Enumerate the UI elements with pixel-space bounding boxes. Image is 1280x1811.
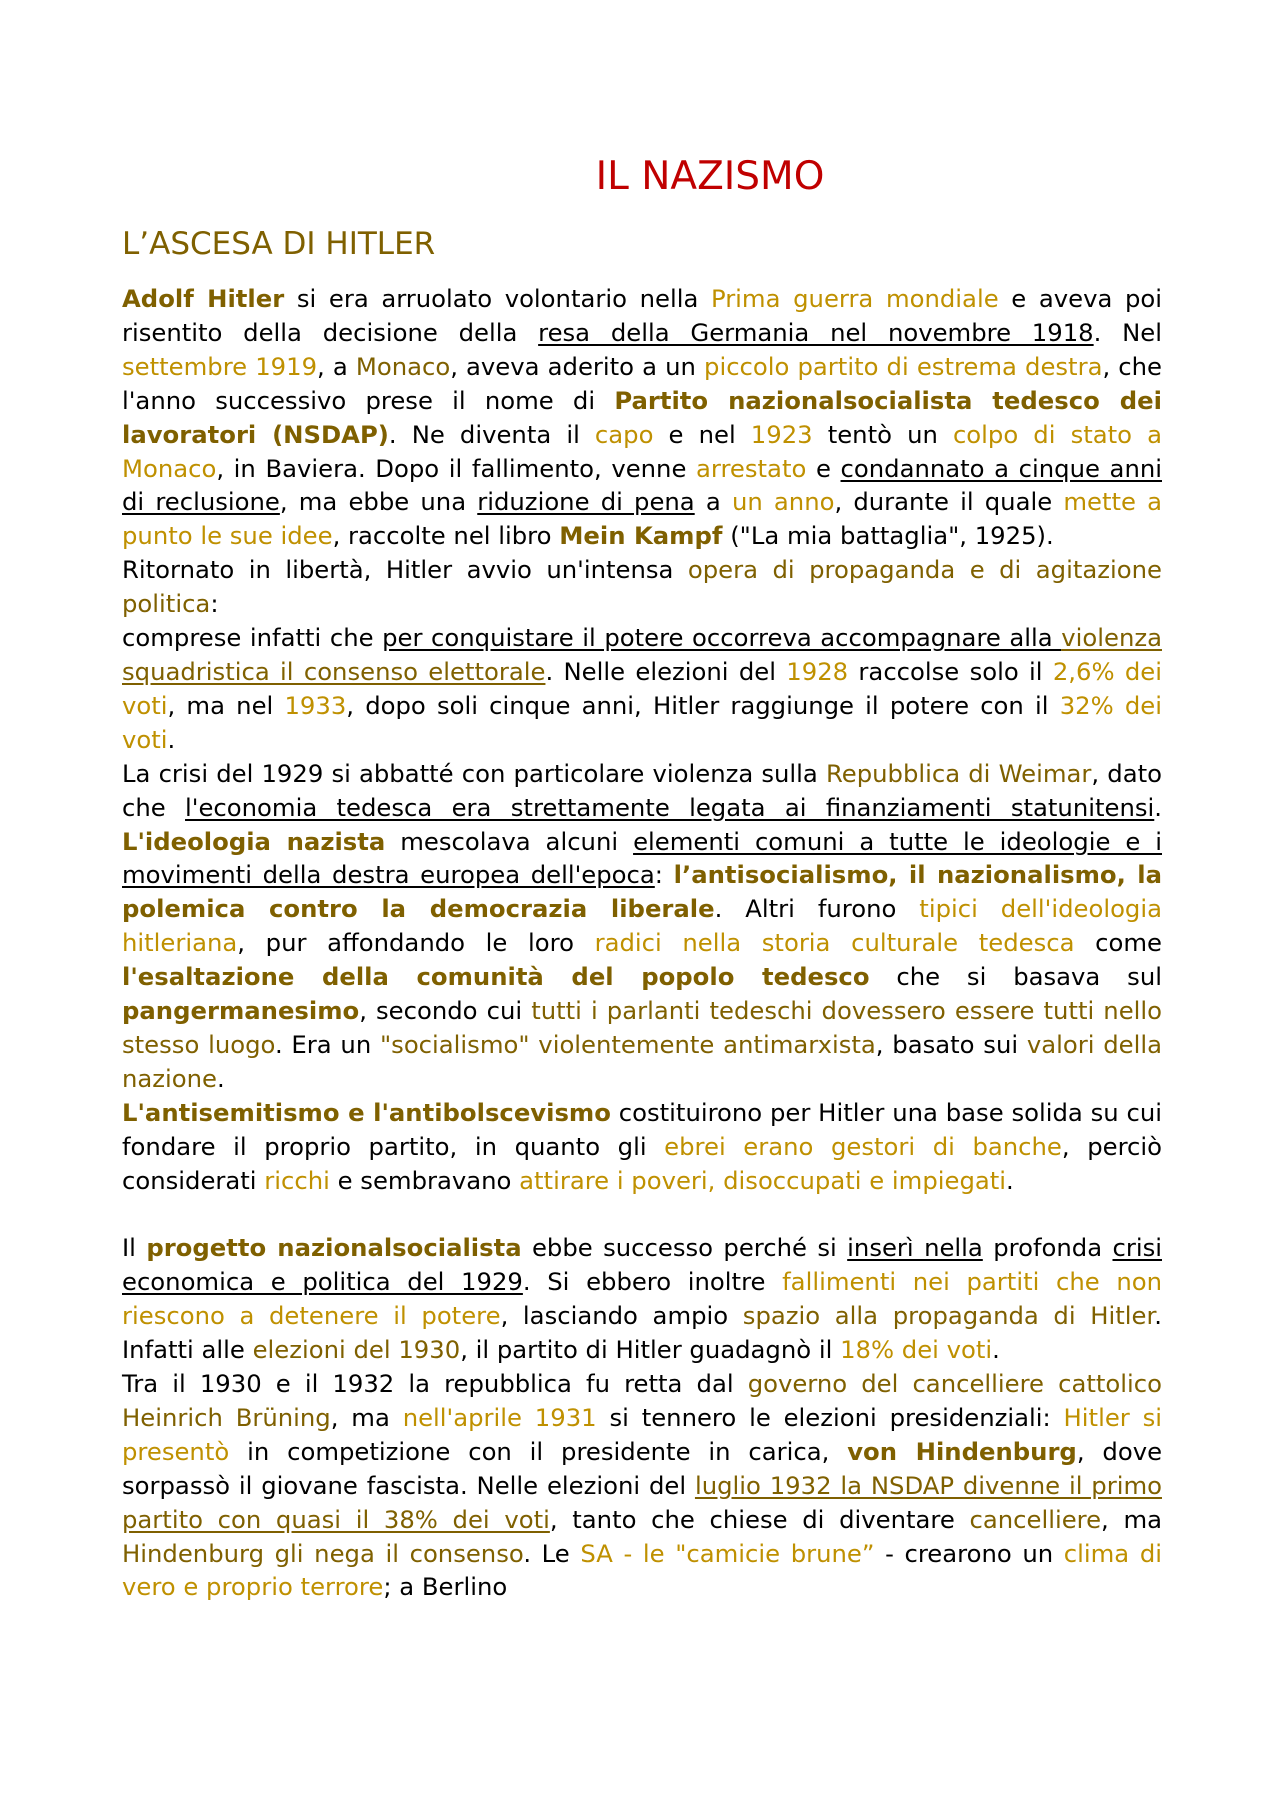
text-run-styled: arrestato: [696, 453, 807, 483]
text-run: e sembravano: [329, 1165, 520, 1195]
paragraph: [122, 757, 1162, 1096]
text-run-styled: l'economia tedesca era strettamente legata ai finanziamenti statunitensi: [185, 792, 1155, 822]
text-run-styled: radici nella storia culturale tedesca: [594, 928, 1075, 958]
text-run-styled: l’antisocialismo, il nazionalismo, la polemica contro la democrazia liberale: [122, 860, 1162, 924]
text-run-styled: piccolo partito di estrema destra: [704, 351, 1103, 381]
text-run: . Le: [523, 1538, 581, 1568]
text-run-styled: governo del cancelliere cattolico Heinrich Brüning: [122, 1368, 1162, 1432]
text-run: , secondo cui: [359, 996, 532, 1026]
text-run: , il partito di Hitler guadagnò il: [460, 1335, 841, 1365]
text-run: a: [694, 487, 732, 517]
text-run: .: [1006, 1165, 1014, 1195]
text-run-styled: 1933: [284, 690, 347, 720]
text-run: . Nelle elezioni del: [545, 656, 787, 686]
text-run-styled: ebrei erano gestori di banche: [664, 1131, 1062, 1161]
text-run-styled: elezioni del 1930: [252, 1335, 461, 1365]
text-run: .: [217, 1063, 225, 1093]
text-run-styled: colpo di stato a Monaco: [122, 419, 1163, 483]
text-run-styled: Adolf Hitler: [122, 284, 285, 313]
text-run-styled: capo: [594, 419, 654, 449]
text-run: .: [992, 1335, 1000, 1365]
text-run-styled: spazio alla propaganda di Hitler: [742, 1301, 1155, 1331]
text-run: , ma ebbe una: [279, 487, 478, 517]
text-run-styled: tipici dell'ideologia hitleriana: [122, 894, 1162, 958]
text-run: che si basava sul: [869, 962, 1162, 992]
text-run-styled: 1923: [750, 419, 813, 449]
text-run-styled: cancelliere: [969, 1504, 1102, 1534]
text-run: ("La mia battaglia", 1925).: [722, 521, 1054, 551]
text-run: La crisi del 1929 si abbatté con particolare violenza sulla: [122, 758, 826, 788]
text-run: . Si ebbero inoltre: [522, 1267, 783, 1297]
text-run-styled: Prima guerra mondiale: [710, 284, 999, 313]
text-run-styled: "socialismo" violentemente antimarxista: [379, 1029, 876, 1059]
text-run: , a: [317, 351, 356, 381]
text-run-styled: mette a punto le sue idee: [122, 487, 1162, 551]
text-run-styled: L'ideologia nazista: [122, 826, 386, 856]
text-run: , che l'anno successivo prese il nome di: [122, 351, 1162, 415]
text-run-styled: 18% dei voti: [840, 1335, 993, 1365]
text-run: Ritornato in libertà, Hitler avvio un'intensa: [122, 555, 688, 585]
text-run-styled: tutti i parlanti tedeschi dovessero essere tutti nello stesso luogo: [122, 996, 1163, 1059]
text-run: .: [167, 724, 176, 754]
text-run: comprese infatti che: [122, 623, 383, 653]
text-run-styled: luglio 1932 la NSDAP divenne il primo partito con quasi il 38% dei voti: [122, 1470, 1162, 1534]
text-run: e: [806, 453, 841, 483]
text-run: . Ne diventa il: [388, 419, 595, 449]
text-run: :: [210, 589, 219, 619]
text-run: . Infatti alle: [122, 1301, 1162, 1365]
text-run: . Altri furono: [714, 894, 920, 924]
text-run: , aveva aderito a un: [450, 351, 705, 381]
text-run-styled: Hitler si presentò: [122, 1402, 1163, 1466]
text-run: , in Baviera. Dopo il fallimento, venne: [216, 453, 697, 483]
text-run-styled: pangermanesimo: [122, 996, 360, 1026]
text-run-styled: ricchi: [264, 1165, 330, 1195]
text-run-styled: Repubblica di Weimar: [825, 758, 1092, 788]
paragraph: [122, 1231, 1162, 1367]
text-run-styled: von Hindenburg: [847, 1436, 1077, 1466]
text-run: in competizione con il presidente in carica,: [229, 1436, 848, 1466]
text-run: :: [654, 860, 674, 890]
text-run: si era arruolato volontario nella: [284, 284, 711, 313]
text-run: profonda: [982, 1233, 1113, 1263]
text-run: tentò un: [812, 419, 953, 449]
text-run-styled: nell'aprile 1931: [402, 1402, 597, 1432]
text-run-styled: Hindenburg gli nega il consenso: [122, 1538, 524, 1568]
text-run: raccolse solo il: [848, 656, 1053, 686]
text-run: come: [1074, 928, 1162, 958]
text-run: Tra il 1930 e il 1932 la repubblica fu retta dal: [122, 1368, 748, 1398]
text-run-styled: elementi comuni a tutte le ideologie e i movimenti della destra europea dell'epoca: [122, 826, 1162, 890]
text-run-styled: violenza squadristica il consenso elettorale: [122, 623, 1162, 686]
text-run: , ma nel: [167, 690, 285, 720]
text-run: . Nel: [1093, 317, 1163, 347]
paragraph: [122, 553, 1162, 621]
text-run: costituirono per Hitler una base solida su cui fondare il proprio partito, in quanto gli: [122, 1097, 1162, 1161]
document-body: [122, 282, 1162, 1604]
text-run: si tennero le elezioni presidenziali:: [596, 1402, 1064, 1432]
text-run-styled: Monaco: [355, 351, 451, 381]
text-run: , dopo soli cinque anni, Hitler raggiunge il potere con il: [346, 690, 1060, 720]
paragraph: [122, 621, 1162, 757]
text-run-styled: per conquistare il potere occorreva accompagnare alla: [382, 623, 1062, 653]
text-run-styled: clima di vero e proprio terrore: [122, 1538, 1162, 1602]
text-run: , dato che: [122, 758, 1162, 822]
text-run-styled: Partito nazionalsocialista tedesco dei lavoratori (NSDAP): [122, 385, 1162, 449]
text-run-styled: attirare i poveri, disoccupati e impiegati: [519, 1165, 1007, 1195]
text-run: , lasciando ampio: [500, 1301, 743, 1331]
text-run-styled: progetto nazionalsocialista: [146, 1233, 522, 1263]
text-run-styled: 32% dei voti: [122, 690, 1162, 754]
text-run: e nel: [653, 419, 751, 449]
text-run-styled: SA - le "camicie brune”: [580, 1538, 875, 1568]
text-run-styled: 2,6% dei voti: [122, 656, 1162, 720]
page-title: IL NAZISMO: [595, 154, 825, 199]
paragraph: [122, 282, 1162, 553]
section-heading: L’ASCESA DI HITLER: [122, 226, 436, 262]
text-run: ; a Berlino: [383, 1572, 508, 1602]
text-run: Il: [122, 1233, 147, 1263]
text-run-styled: inserì nella: [847, 1233, 983, 1263]
text-run-styled: condannato a cinque anni di reclusione: [122, 453, 1162, 517]
text-run: , basato sui: [875, 1029, 1027, 1059]
text-run-styled: L'antisemitismo e l'antibolscevismo: [122, 1097, 611, 1127]
text-run: , dove sorpassò il giovane fascista. Nelle elezioni del: [122, 1436, 1163, 1500]
text-run-styled: Mein Kampf: [559, 521, 723, 551]
text-run: , tanto che chiese di diventare: [549, 1504, 970, 1534]
text-run: , pur affondando le loro: [237, 928, 595, 958]
text-run: , perciò considerati: [122, 1131, 1162, 1195]
text-run-styled: valori della nazione: [122, 1029, 1163, 1093]
text-run-styled: fallimenti nei partiti che non riescono a detenere il potere: [122, 1267, 1162, 1331]
text-run: . Era un: [274, 1029, 380, 1059]
text-run-styled: resa della Germania nel novembre 1918: [538, 317, 1094, 347]
paragraph-spacer: [122, 1197, 1162, 1231]
text-run: e aveva poi risentito della decisione della: [122, 284, 1163, 347]
text-run: , raccolte nel libro: [332, 521, 560, 551]
text-run: , ma: [1101, 1504, 1162, 1534]
text-run-styled: settembre 1919: [122, 351, 318, 381]
text-run-styled: 1928: [786, 656, 849, 686]
text-run-styled: riduzione di pena: [477, 487, 695, 517]
text-run: .: [1154, 792, 1162, 822]
paragraph: [122, 1096, 1162, 1198]
text-run-styled: un anno: [731, 487, 835, 517]
text-run-styled: opera di propaganda e di agitazione politica: [122, 555, 1162, 619]
text-run-styled: crisi economica e politica del 1929: [122, 1233, 1162, 1297]
text-run: ebbe successo perché si: [521, 1233, 848, 1263]
text-run: , durante il quale: [834, 487, 1064, 517]
paragraph: [122, 1367, 1162, 1604]
text-run: mescolava alcuni: [385, 826, 634, 856]
text-run: , ma: [330, 1402, 403, 1432]
text-run: - crearono un: [874, 1538, 1064, 1568]
text-run-styled: l'esaltazione della comunità del popolo tedesco: [122, 962, 870, 992]
